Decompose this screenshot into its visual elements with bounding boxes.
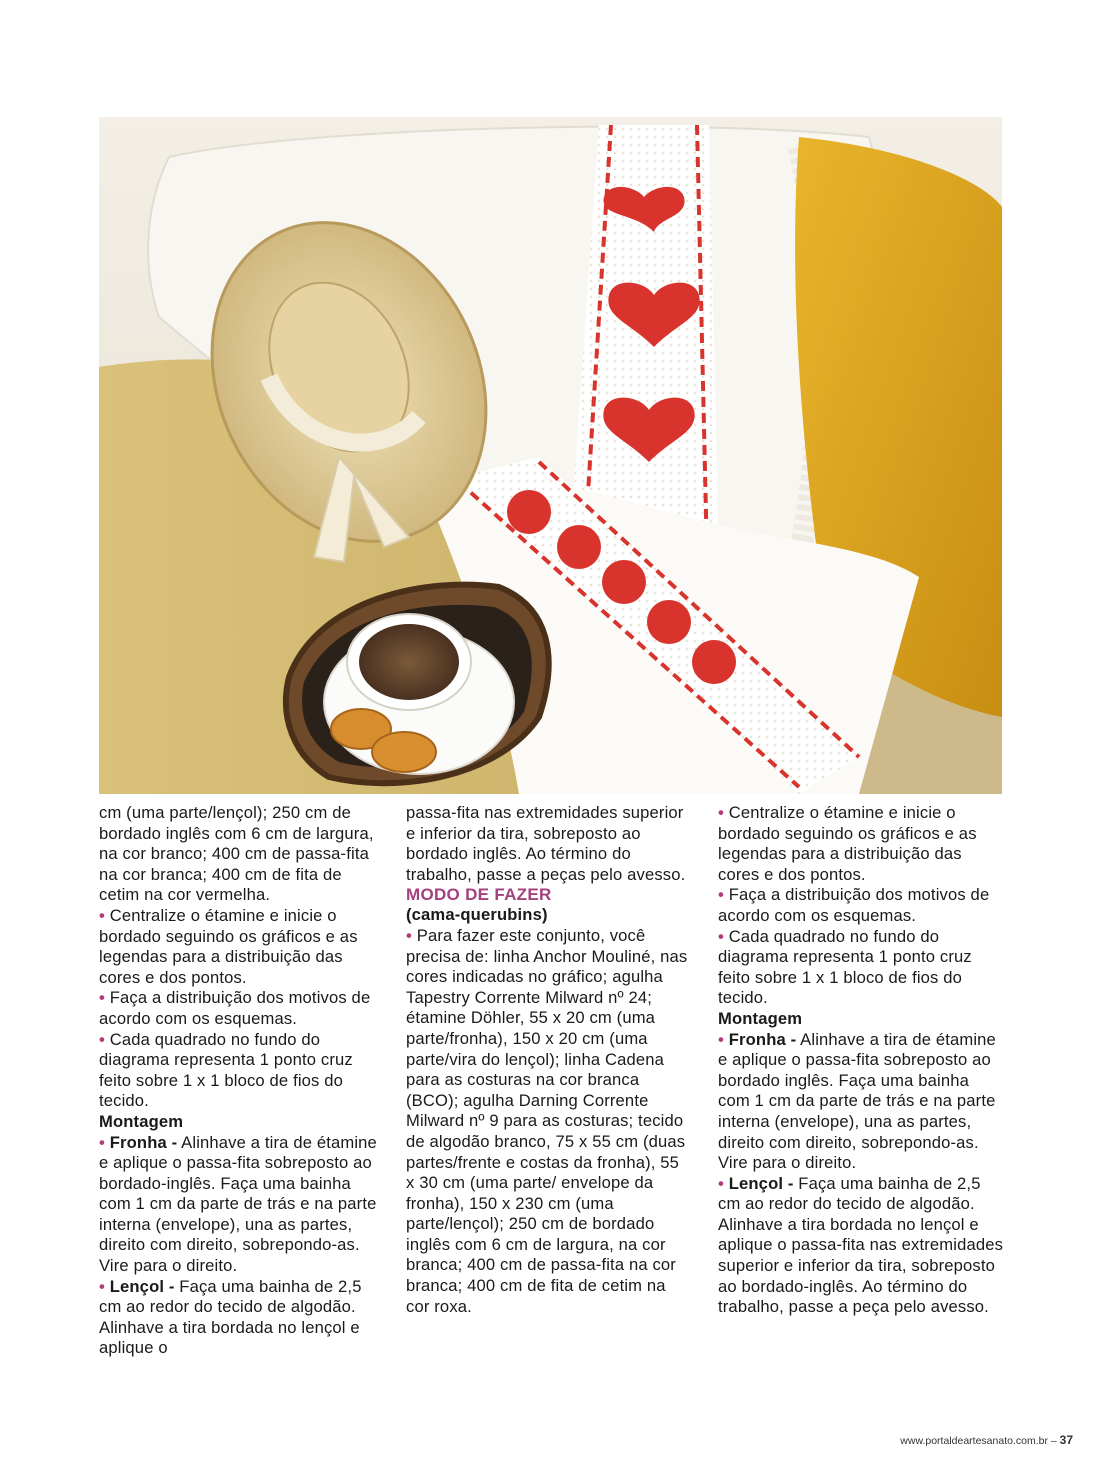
bedding-photo-illustration (99, 117, 1002, 794)
bullet-item-lencol (718, 1174, 1004, 1318)
text-column-3 (718, 803, 1004, 1318)
bullet-item: • Centralize o étamine e inicie o bordado seguindo os gráficos e as legendas para a distribuição das cores e dos pontos. (718, 803, 1004, 885)
text-fronha: Alinhave a tira de étamine e aplique o passa-fita sobreposto ao bordado-inglês. Faça uma bainha com 1 cm da parte de trás e na parte interna (envelope), una as partes, direito com direito, sobrepondo-as. Vire para o direito. (99, 1132, 377, 1276)
bullet-item-fronha (99, 1133, 385, 1277)
text-fronha: Alinhave a tira de étamine e aplique o passa-fita sobreposto ao bordado inglês. Faça uma bainha com 1 cm da parte de trás e na parte interna (envelope), una as partes, direito com direito, sobrepondo-as. Vire para o direito. (718, 1029, 996, 1173)
coffee (359, 624, 459, 700)
bullet-item: • Para fazer este conjunto, você precisa de: linha Anchor Mouliné, nas cores indicadas no gráfico; agulha Tapestry Corrente Milward nº 24; étamine Döhler, 55 x 20 cm (uma parte/fronha), 150 x 20 cm (uma parte/vira do lençol); linha Cadena para as costuras na cor branca (BCO); agulha Darning Corrente Milward nº 9 para as costuras; tecido de algodão branco, 75 x 55 cm (duas partes/frente e costas da fronha), 55 x 30 cm (uma parte/ envelope da fronha), 150 x 230 cm (uma parte/lençol); 250 cm de bordado inglês com 6 cm de largura, na cor branca; 400 cm de passa-fita na cor branca; 400 cm de fita de cetim na cor roxa. (406, 926, 692, 1317)
bullet-item: • Cada quadrado no fundo do diagrama representa 1 ponto cruz feito sobre 1 x 1 bloco de fios do tecido. (718, 927, 1004, 1009)
heart (647, 600, 691, 644)
label-fronha: Fronha - (109, 1132, 178, 1152)
photo (99, 117, 1002, 794)
bullet-item: • Cada quadrado no fundo do diagrama representa 1 ponto cruz feito sobre 1 x 1 bloco de fios do tecido. (99, 1030, 385, 1112)
page-number: 37 (1059, 1433, 1073, 1447)
text-column-1 (99, 803, 385, 1359)
bullet-item: • Faça a distribuição dos motivos de acordo com os esquemas. (99, 988, 385, 1029)
paragraph: cm (uma parte/lençol); 250 cm de bordado inglês com 6 cm de largura, na cor branco; 400 cm de passa-fita na cor branca; 400 cm de fita de cetim na cor vermelha. (99, 803, 374, 905)
text-lencol: Faça uma bainha de 2,5 cm ao redor do tecido de algodão. Alinhave a tira bordada no lençol e aplique o (99, 1276, 362, 1358)
paragraph: passa-fita nas extremidades superior e inferior da tira, sobreposto ao bordado inglês. Ao término do trabalho, passe a peças pelo avesso. (406, 803, 686, 884)
text-lencol: Faça uma bainha de 2,5 cm ao redor do tecido de algodão. Alinhave a tira bordada no lençol e aplique o passa-fita nas extremidades superior e inferior da tira, sobreposto ao bordado-inglês. Ao término do trabalho, passe a peça pelo avesso. (718, 1173, 1004, 1317)
heart (692, 640, 736, 684)
section-subtitle: (cama-querubins) (406, 905, 548, 925)
subheading-montagem: Montagem (718, 1008, 803, 1028)
footer-separator: – (1047, 1435, 1060, 1447)
bullet-item-fronha (718, 1030, 1004, 1174)
text-column-2 (406, 803, 692, 1317)
heart (557, 525, 601, 569)
footer-url[interactable]: www.portaldeartesanato.com.br (900, 1435, 1048, 1447)
section-title: MODO DE FAZER (406, 885, 552, 905)
bullet-item: • Faça a distribuição dos motivos de acordo com os esquemas. (718, 885, 1004, 926)
heart (602, 560, 646, 604)
subheading-montagem: Montagem (99, 1111, 184, 1131)
heart (507, 490, 551, 534)
label-lencol: Lençol - (728, 1173, 794, 1193)
cookie (372, 732, 436, 772)
bullet-item: • Centralize o étamine e inicie o bordado seguindo os gráficos e as legendas para a distribuição das cores e dos pontos. (99, 906, 385, 988)
bullet-item-lencol (99, 1277, 385, 1359)
page-footer (900, 1433, 1073, 1448)
label-lencol: Lençol - (109, 1276, 175, 1296)
label-fronha: Fronha - (728, 1029, 797, 1049)
